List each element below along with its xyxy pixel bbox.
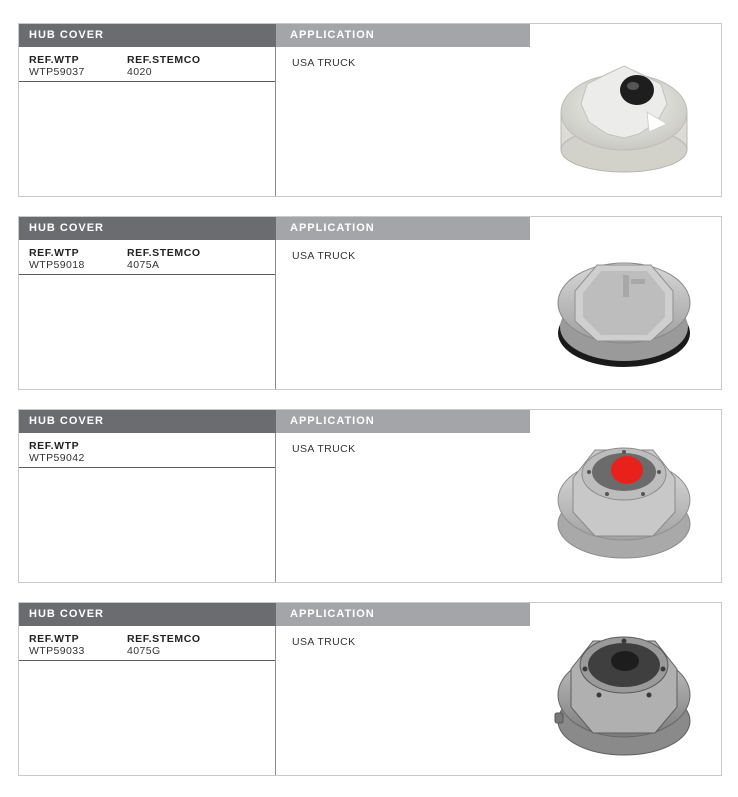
ref-stemco-label: REF.STEMCO [127, 247, 201, 259]
section-title: HUB COVER [19, 603, 276, 626]
ref-stemco-value: 4075A [127, 259, 160, 271]
ref-wtp-label: REF.WTP [29, 440, 80, 452]
section-title: HUB COVER [19, 410, 276, 433]
application-title: APPLICATION [276, 410, 530, 433]
section-title: HUB COVER [19, 217, 276, 240]
ref-stemco-value: 4020 [127, 66, 152, 78]
application-value: USA TRUCK [292, 443, 356, 455]
application-title: APPLICATION [276, 24, 530, 47]
ref-stemco [127, 54, 201, 79]
application-value: USA TRUCK [292, 57, 356, 69]
application-title: APPLICATION [276, 603, 530, 626]
ref-wtp-label: REF.WTP [29, 54, 80, 66]
reference-row [19, 626, 275, 661]
application-value: USA TRUCK [292, 636, 356, 648]
aluminum-hub-cover-photo [549, 235, 699, 375]
column-divider [275, 433, 276, 582]
ref-wtp [29, 633, 85, 658]
ref-wtp-value: WTP59037 [29, 66, 85, 78]
translucent-hub-cover-photo [549, 42, 699, 182]
ref-wtp [29, 440, 85, 465]
column-divider [275, 626, 276, 775]
ref-wtp [29, 54, 85, 79]
ref-wtp-value: WTP59033 [29, 645, 85, 657]
reference-row [19, 47, 275, 82]
application-value: USA TRUCK [292, 250, 356, 262]
application-title: APPLICATION [276, 217, 530, 240]
product-card [18, 409, 722, 583]
ref-wtp-label: REF.WTP [29, 247, 80, 259]
product-card [18, 602, 722, 776]
reference-row [19, 240, 275, 275]
product-card [18, 23, 722, 197]
section-title: HUB COVER [19, 24, 276, 47]
column-divider [275, 47, 276, 196]
dark-window-hub-cover-photo [549, 621, 699, 761]
ref-stemco-label: REF.STEMCO [127, 633, 201, 645]
red-cap-hub-cover-photo [549, 428, 699, 568]
ref-stemco [127, 633, 201, 658]
ref-wtp-value: WTP59042 [29, 452, 85, 464]
ref-stemco [127, 247, 201, 272]
ref-stemco-value: 4075G [127, 645, 161, 657]
ref-wtp-value: WTP59018 [29, 259, 85, 271]
product-card [18, 216, 722, 390]
ref-wtp [29, 247, 85, 272]
ref-stemco-label: REF.STEMCO [127, 54, 201, 66]
ref-wtp-label: REF.WTP [29, 633, 80, 645]
reference-row [19, 433, 275, 468]
column-divider [275, 240, 276, 389]
